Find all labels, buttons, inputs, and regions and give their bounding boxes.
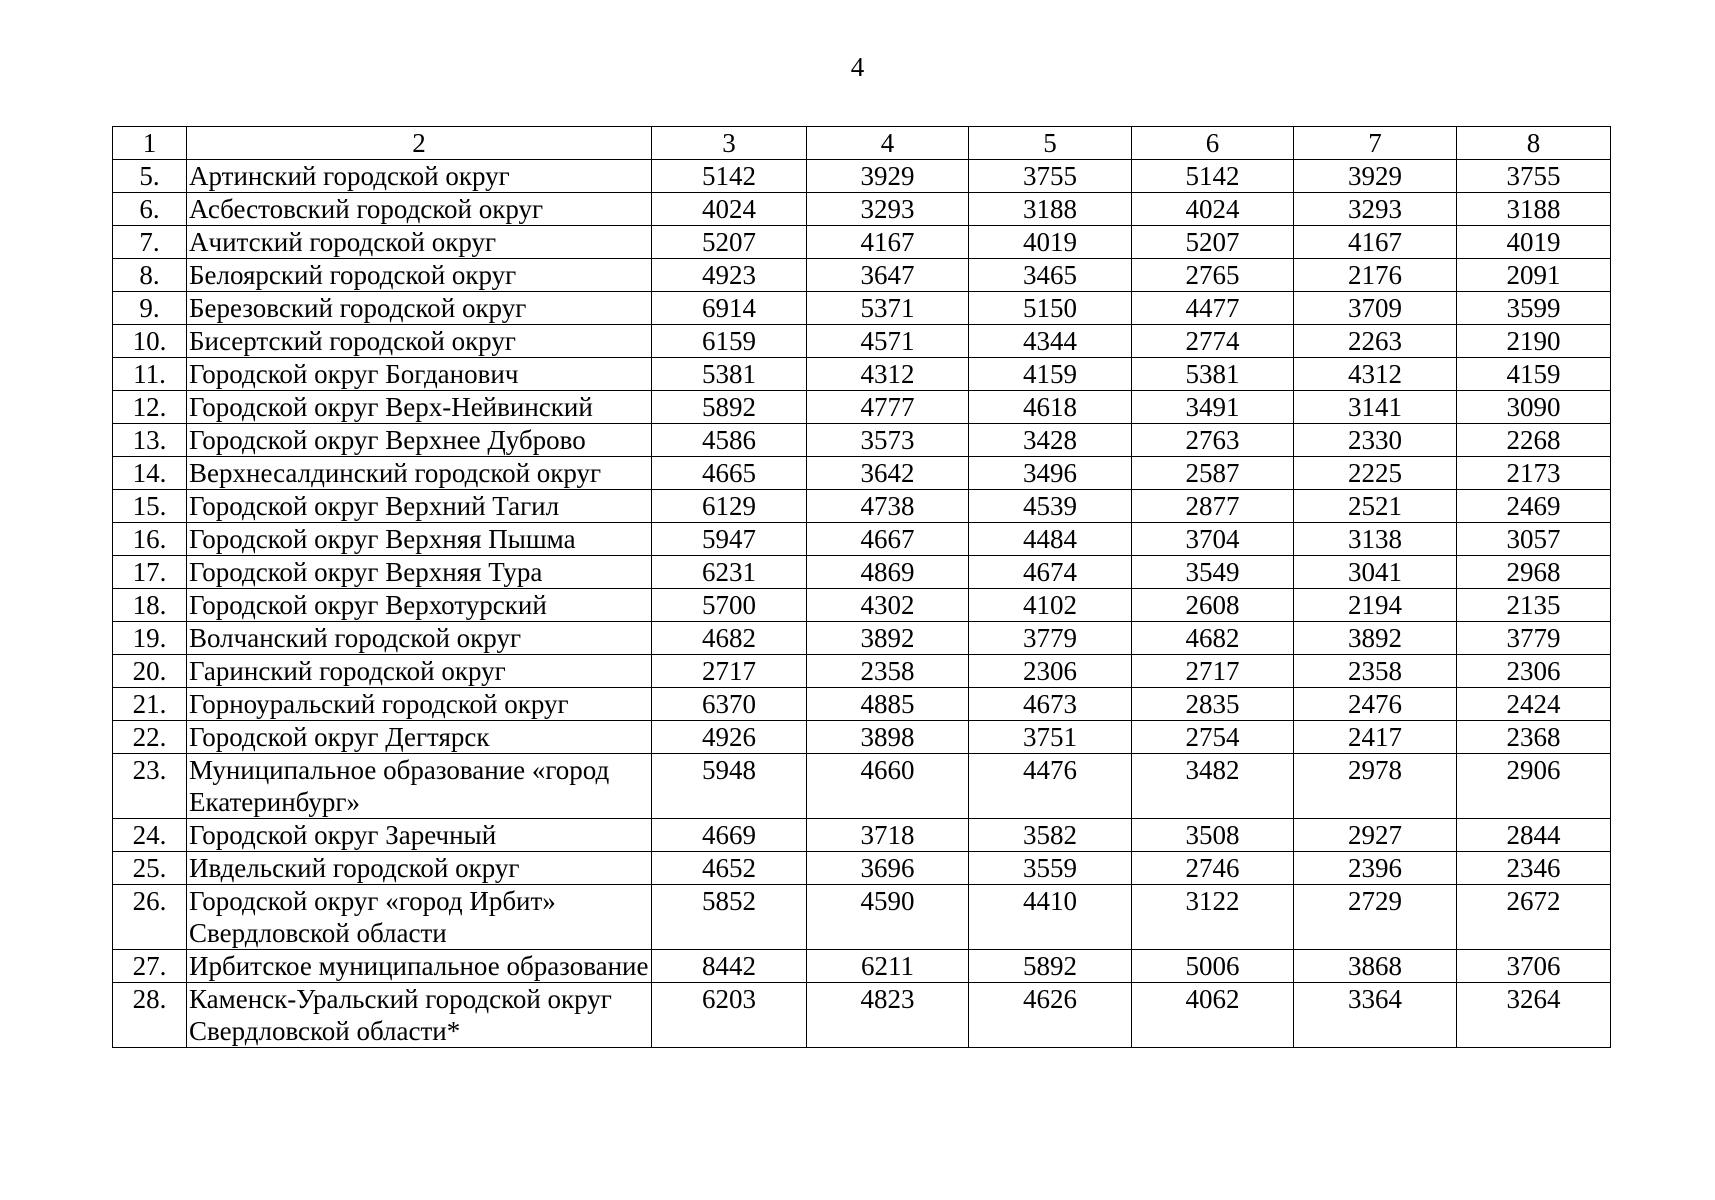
value-cell-col-5: 2306 xyxy=(969,655,1132,688)
value-cell-col-3: 6231 xyxy=(652,556,807,589)
value-cell-col-8: 3706 xyxy=(1457,950,1611,983)
value-cell-col-3: 5700 xyxy=(652,589,807,622)
table-row xyxy=(113,325,1611,358)
value-cell-col-7: 2476 xyxy=(1294,688,1457,721)
value-cell-col-5: 4539 xyxy=(969,490,1132,523)
column-header: 7 xyxy=(1294,127,1457,160)
row-number-cell: 7. xyxy=(113,226,187,259)
table-row xyxy=(113,358,1611,391)
value-cell-col-3: 5207 xyxy=(652,226,807,259)
value-cell-col-7: 3929 xyxy=(1294,160,1457,193)
table-row xyxy=(113,259,1611,292)
table-row xyxy=(113,622,1611,655)
value-cell-col-6: 2746 xyxy=(1132,852,1294,885)
value-cell-col-5: 4476 xyxy=(969,754,1132,819)
value-cell-col-6: 4062 xyxy=(1132,983,1294,1048)
value-cell-col-6: 3491 xyxy=(1132,391,1294,424)
value-cell-col-3: 5947 xyxy=(652,523,807,556)
table-row xyxy=(113,457,1611,490)
value-cell-col-6: 2754 xyxy=(1132,721,1294,754)
column-header: 2 xyxy=(187,127,652,160)
value-cell-col-5: 3779 xyxy=(969,622,1132,655)
data-table xyxy=(112,126,1611,1048)
value-cell-col-4: 2358 xyxy=(807,655,969,688)
value-cell-col-5: 4673 xyxy=(969,688,1132,721)
row-number-cell: 19. xyxy=(113,622,187,655)
municipality-name-cell: Городской округ Верхняя Пышма xyxy=(187,523,652,556)
value-cell-col-7: 2358 xyxy=(1294,655,1457,688)
value-cell-col-8: 2306 xyxy=(1457,655,1611,688)
value-cell-col-3: 5381 xyxy=(652,358,807,391)
value-cell-col-4: 3642 xyxy=(807,457,969,490)
value-cell-col-7: 3709 xyxy=(1294,292,1457,325)
value-cell-col-8: 3779 xyxy=(1457,622,1611,655)
value-cell-col-7: 3892 xyxy=(1294,622,1457,655)
municipality-name-cell: Волчанский городской округ xyxy=(187,622,652,655)
row-number-cell: 24. xyxy=(113,819,187,852)
value-cell-col-7: 3364 xyxy=(1294,983,1457,1048)
value-cell-col-3: 4024 xyxy=(652,193,807,226)
value-cell-col-8: 2091 xyxy=(1457,259,1611,292)
municipality-name-cell: Городской округ Верх-Нейвинский xyxy=(187,391,652,424)
value-cell-col-7: 2330 xyxy=(1294,424,1457,457)
table-body xyxy=(113,160,1611,1048)
value-cell-col-6: 5142 xyxy=(1132,160,1294,193)
table-row xyxy=(113,424,1611,457)
value-cell-col-6: 2877 xyxy=(1132,490,1294,523)
value-cell-col-8: 2469 xyxy=(1457,490,1611,523)
table-row xyxy=(113,292,1611,325)
value-cell-col-7: 2521 xyxy=(1294,490,1457,523)
value-cell-col-8: 2135 xyxy=(1457,589,1611,622)
value-cell-col-6: 5207 xyxy=(1132,226,1294,259)
value-cell-col-4: 4738 xyxy=(807,490,969,523)
table-row xyxy=(113,490,1611,523)
value-cell-col-4: 3573 xyxy=(807,424,969,457)
value-cell-col-6: 3549 xyxy=(1132,556,1294,589)
row-number-cell: 12. xyxy=(113,391,187,424)
value-cell-col-5: 3428 xyxy=(969,424,1132,457)
municipality-name-cell: Городской округ Заречный xyxy=(187,819,652,852)
value-cell-col-7: 3138 xyxy=(1294,523,1457,556)
value-cell-col-8: 2968 xyxy=(1457,556,1611,589)
value-cell-col-8: 2906 xyxy=(1457,754,1611,819)
municipality-name-cell: Артинский городской округ xyxy=(187,160,652,193)
value-cell-col-6: 4477 xyxy=(1132,292,1294,325)
value-cell-col-6: 5381 xyxy=(1132,358,1294,391)
value-cell-col-5: 5892 xyxy=(969,950,1132,983)
row-number-cell: 18. xyxy=(113,589,187,622)
column-header: 8 xyxy=(1457,127,1611,160)
value-cell-col-3: 4923 xyxy=(652,259,807,292)
table-row xyxy=(113,754,1611,819)
row-number-cell: 5. xyxy=(113,160,187,193)
column-header: 6 xyxy=(1132,127,1294,160)
value-cell-col-3: 6914 xyxy=(652,292,807,325)
municipality-name-cell: Ивдельский городской округ xyxy=(187,852,652,885)
table-row xyxy=(113,556,1611,589)
table-row xyxy=(113,523,1611,556)
row-number-cell: 14. xyxy=(113,457,187,490)
value-cell-col-7: 3041 xyxy=(1294,556,1457,589)
row-number-cell: 28. xyxy=(113,983,187,1048)
value-cell-col-7: 3868 xyxy=(1294,950,1457,983)
value-cell-col-6: 2765 xyxy=(1132,259,1294,292)
value-cell-col-7: 3141 xyxy=(1294,391,1457,424)
value-cell-col-5: 4019 xyxy=(969,226,1132,259)
value-cell-col-5: 4626 xyxy=(969,983,1132,1048)
table-row xyxy=(113,852,1611,885)
value-cell-col-5: 4484 xyxy=(969,523,1132,556)
row-number-cell: 21. xyxy=(113,688,187,721)
row-number-cell: 26. xyxy=(113,885,187,950)
value-cell-col-3: 6129 xyxy=(652,490,807,523)
row-number-cell: 22. xyxy=(113,721,187,754)
row-number-cell: 9. xyxy=(113,292,187,325)
value-cell-col-4: 4302 xyxy=(807,589,969,622)
value-cell-col-4: 4590 xyxy=(807,885,969,950)
value-cell-col-3: 6159 xyxy=(652,325,807,358)
municipality-name-cell: Березовский городской округ xyxy=(187,292,652,325)
value-cell-col-5: 4102 xyxy=(969,589,1132,622)
table-header-row xyxy=(113,127,1611,160)
value-cell-col-6: 3482 xyxy=(1132,754,1294,819)
value-cell-col-8: 2672 xyxy=(1457,885,1611,950)
value-cell-col-3: 6203 xyxy=(652,983,807,1048)
municipality-name-cell: Муниципальное образование «город Екатеринбург» xyxy=(187,754,652,819)
value-cell-col-3: 5142 xyxy=(652,160,807,193)
municipality-name-cell: Ачитский городской округ xyxy=(187,226,652,259)
column-header: 3 xyxy=(652,127,807,160)
municipality-name-cell: Городской округ «город Ирбит» Свердловской области xyxy=(187,885,652,950)
table-row xyxy=(113,950,1611,983)
value-cell-col-6: 2608 xyxy=(1132,589,1294,622)
value-cell-col-5: 3188 xyxy=(969,193,1132,226)
value-cell-col-4: 4667 xyxy=(807,523,969,556)
row-number-cell: 20. xyxy=(113,655,187,688)
value-cell-col-6: 3122 xyxy=(1132,885,1294,950)
value-cell-col-3: 4665 xyxy=(652,457,807,490)
value-cell-col-3: 4652 xyxy=(652,852,807,885)
municipality-name-cell: Белоярский городской округ xyxy=(187,259,652,292)
value-cell-col-7: 4312 xyxy=(1294,358,1457,391)
table-row xyxy=(113,226,1611,259)
value-cell-col-7: 2927 xyxy=(1294,819,1457,852)
municipality-name-cell: Бисертский городской округ xyxy=(187,325,652,358)
value-cell-col-7: 2417 xyxy=(1294,721,1457,754)
value-cell-col-8: 3264 xyxy=(1457,983,1611,1048)
value-cell-col-4: 3696 xyxy=(807,852,969,885)
value-cell-col-5: 4159 xyxy=(969,358,1132,391)
column-header: 1 xyxy=(113,127,187,160)
value-cell-col-8: 4159 xyxy=(1457,358,1611,391)
value-cell-col-7: 2978 xyxy=(1294,754,1457,819)
value-cell-col-4: 4167 xyxy=(807,226,969,259)
value-cell-col-4: 4823 xyxy=(807,983,969,1048)
municipality-name-cell: Каменск-Уральский городской округ Свердловской области* xyxy=(187,983,652,1048)
municipality-name-cell: Городской округ Верхняя Тура xyxy=(187,556,652,589)
value-cell-col-7: 2194 xyxy=(1294,589,1457,622)
value-cell-col-7: 2729 xyxy=(1294,885,1457,950)
value-cell-col-6: 2587 xyxy=(1132,457,1294,490)
value-cell-col-8: 4019 xyxy=(1457,226,1611,259)
value-cell-col-3: 4682 xyxy=(652,622,807,655)
value-cell-col-4: 3293 xyxy=(807,193,969,226)
value-cell-col-6: 5006 xyxy=(1132,950,1294,983)
row-number-cell: 15. xyxy=(113,490,187,523)
value-cell-col-8: 2368 xyxy=(1457,721,1611,754)
table-row xyxy=(113,391,1611,424)
value-cell-col-5: 4674 xyxy=(969,556,1132,589)
value-cell-col-8: 3090 xyxy=(1457,391,1611,424)
value-cell-col-4: 4885 xyxy=(807,688,969,721)
value-cell-col-6: 4682 xyxy=(1132,622,1294,655)
row-number-cell: 25. xyxy=(113,852,187,885)
value-cell-col-3: 4926 xyxy=(652,721,807,754)
value-cell-col-3: 8442 xyxy=(652,950,807,983)
value-cell-col-5: 3751 xyxy=(969,721,1132,754)
table-row xyxy=(113,193,1611,226)
value-cell-col-3: 2717 xyxy=(652,655,807,688)
value-cell-col-8: 3755 xyxy=(1457,160,1611,193)
value-cell-col-7: 2176 xyxy=(1294,259,1457,292)
row-number-cell: 8. xyxy=(113,259,187,292)
value-cell-col-3: 4669 xyxy=(652,819,807,852)
value-cell-col-7: 2396 xyxy=(1294,852,1457,885)
value-cell-col-5: 3582 xyxy=(969,819,1132,852)
value-cell-col-6: 4024 xyxy=(1132,193,1294,226)
municipality-name-cell: Городской округ Верхнее Дуброво xyxy=(187,424,652,457)
value-cell-col-8: 2268 xyxy=(1457,424,1611,457)
municipality-name-cell: Городской округ Дегтярск xyxy=(187,721,652,754)
value-cell-col-6: 2835 xyxy=(1132,688,1294,721)
value-cell-col-4: 3892 xyxy=(807,622,969,655)
value-cell-col-6: 3704 xyxy=(1132,523,1294,556)
value-cell-col-7: 2263 xyxy=(1294,325,1457,358)
value-cell-col-8: 2844 xyxy=(1457,819,1611,852)
municipality-name-cell: Ирбитское муниципальное образование xyxy=(187,950,652,983)
table-row xyxy=(113,819,1611,852)
row-number-cell: 6. xyxy=(113,193,187,226)
table-row xyxy=(113,589,1611,622)
value-cell-col-7: 4167 xyxy=(1294,226,1457,259)
value-cell-col-5: 5150 xyxy=(969,292,1132,325)
value-cell-col-3: 4586 xyxy=(652,424,807,457)
table-row xyxy=(113,885,1611,950)
value-cell-col-5: 3465 xyxy=(969,259,1132,292)
value-cell-col-8: 2346 xyxy=(1457,852,1611,885)
row-number-cell: 10. xyxy=(113,325,187,358)
value-cell-col-8: 3057 xyxy=(1457,523,1611,556)
value-cell-col-4: 4660 xyxy=(807,754,969,819)
value-cell-col-8: 3599 xyxy=(1457,292,1611,325)
column-header: 4 xyxy=(807,127,969,160)
value-cell-col-6: 2774 xyxy=(1132,325,1294,358)
table-row xyxy=(113,688,1611,721)
row-number-cell: 23. xyxy=(113,754,187,819)
table-row xyxy=(113,160,1611,193)
value-cell-col-8: 3188 xyxy=(1457,193,1611,226)
municipality-name-cell: Гаринский городской округ xyxy=(187,655,652,688)
value-cell-col-4: 3929 xyxy=(807,160,969,193)
municipality-name-cell: Городской округ Верхний Тагил xyxy=(187,490,652,523)
table-row xyxy=(113,655,1611,688)
value-cell-col-4: 6211 xyxy=(807,950,969,983)
value-cell-col-5: 4410 xyxy=(969,885,1132,950)
row-number-cell: 27. xyxy=(113,950,187,983)
municipality-name-cell: Верхнесалдинский городской округ xyxy=(187,457,652,490)
value-cell-col-5: 3496 xyxy=(969,457,1132,490)
value-cell-col-4: 3647 xyxy=(807,259,969,292)
value-cell-col-3: 5892 xyxy=(652,391,807,424)
value-cell-col-3: 6370 xyxy=(652,688,807,721)
value-cell-col-5: 3755 xyxy=(969,160,1132,193)
page-number: 4 xyxy=(850,52,865,82)
value-cell-col-4: 4869 xyxy=(807,556,969,589)
value-cell-col-6: 2763 xyxy=(1132,424,1294,457)
value-cell-col-5: 4344 xyxy=(969,325,1132,358)
row-number-cell: 13. xyxy=(113,424,187,457)
value-cell-col-3: 5948 xyxy=(652,754,807,819)
value-cell-col-4: 3898 xyxy=(807,721,969,754)
value-cell-col-4: 5371 xyxy=(807,292,969,325)
municipality-name-cell: Горноуральский городской округ xyxy=(187,688,652,721)
value-cell-col-8: 2190 xyxy=(1457,325,1611,358)
row-number-cell: 11. xyxy=(113,358,187,391)
value-cell-col-4: 3718 xyxy=(807,819,969,852)
value-cell-col-4: 4312 xyxy=(807,358,969,391)
value-cell-col-8: 2173 xyxy=(1457,457,1611,490)
value-cell-col-7: 3293 xyxy=(1294,193,1457,226)
column-header: 5 xyxy=(969,127,1132,160)
value-cell-col-4: 4777 xyxy=(807,391,969,424)
value-cell-col-6: 3508 xyxy=(1132,819,1294,852)
municipality-name-cell: Городской округ Богданович xyxy=(187,358,652,391)
value-cell-col-5: 3559 xyxy=(969,852,1132,885)
table-row xyxy=(113,983,1611,1048)
value-cell-col-5: 4618 xyxy=(969,391,1132,424)
value-cell-col-7: 2225 xyxy=(1294,457,1457,490)
value-cell-col-4: 4571 xyxy=(807,325,969,358)
value-cell-col-8: 2424 xyxy=(1457,688,1611,721)
value-cell-col-3: 5852 xyxy=(652,885,807,950)
municipality-name-cell: Асбестовский городской округ xyxy=(187,193,652,226)
table-row xyxy=(113,721,1611,754)
value-cell-col-6: 2717 xyxy=(1132,655,1294,688)
row-number-cell: 17. xyxy=(113,556,187,589)
municipality-name-cell: Городской округ Верхотурский xyxy=(187,589,652,622)
row-number-cell: 16. xyxy=(113,523,187,556)
